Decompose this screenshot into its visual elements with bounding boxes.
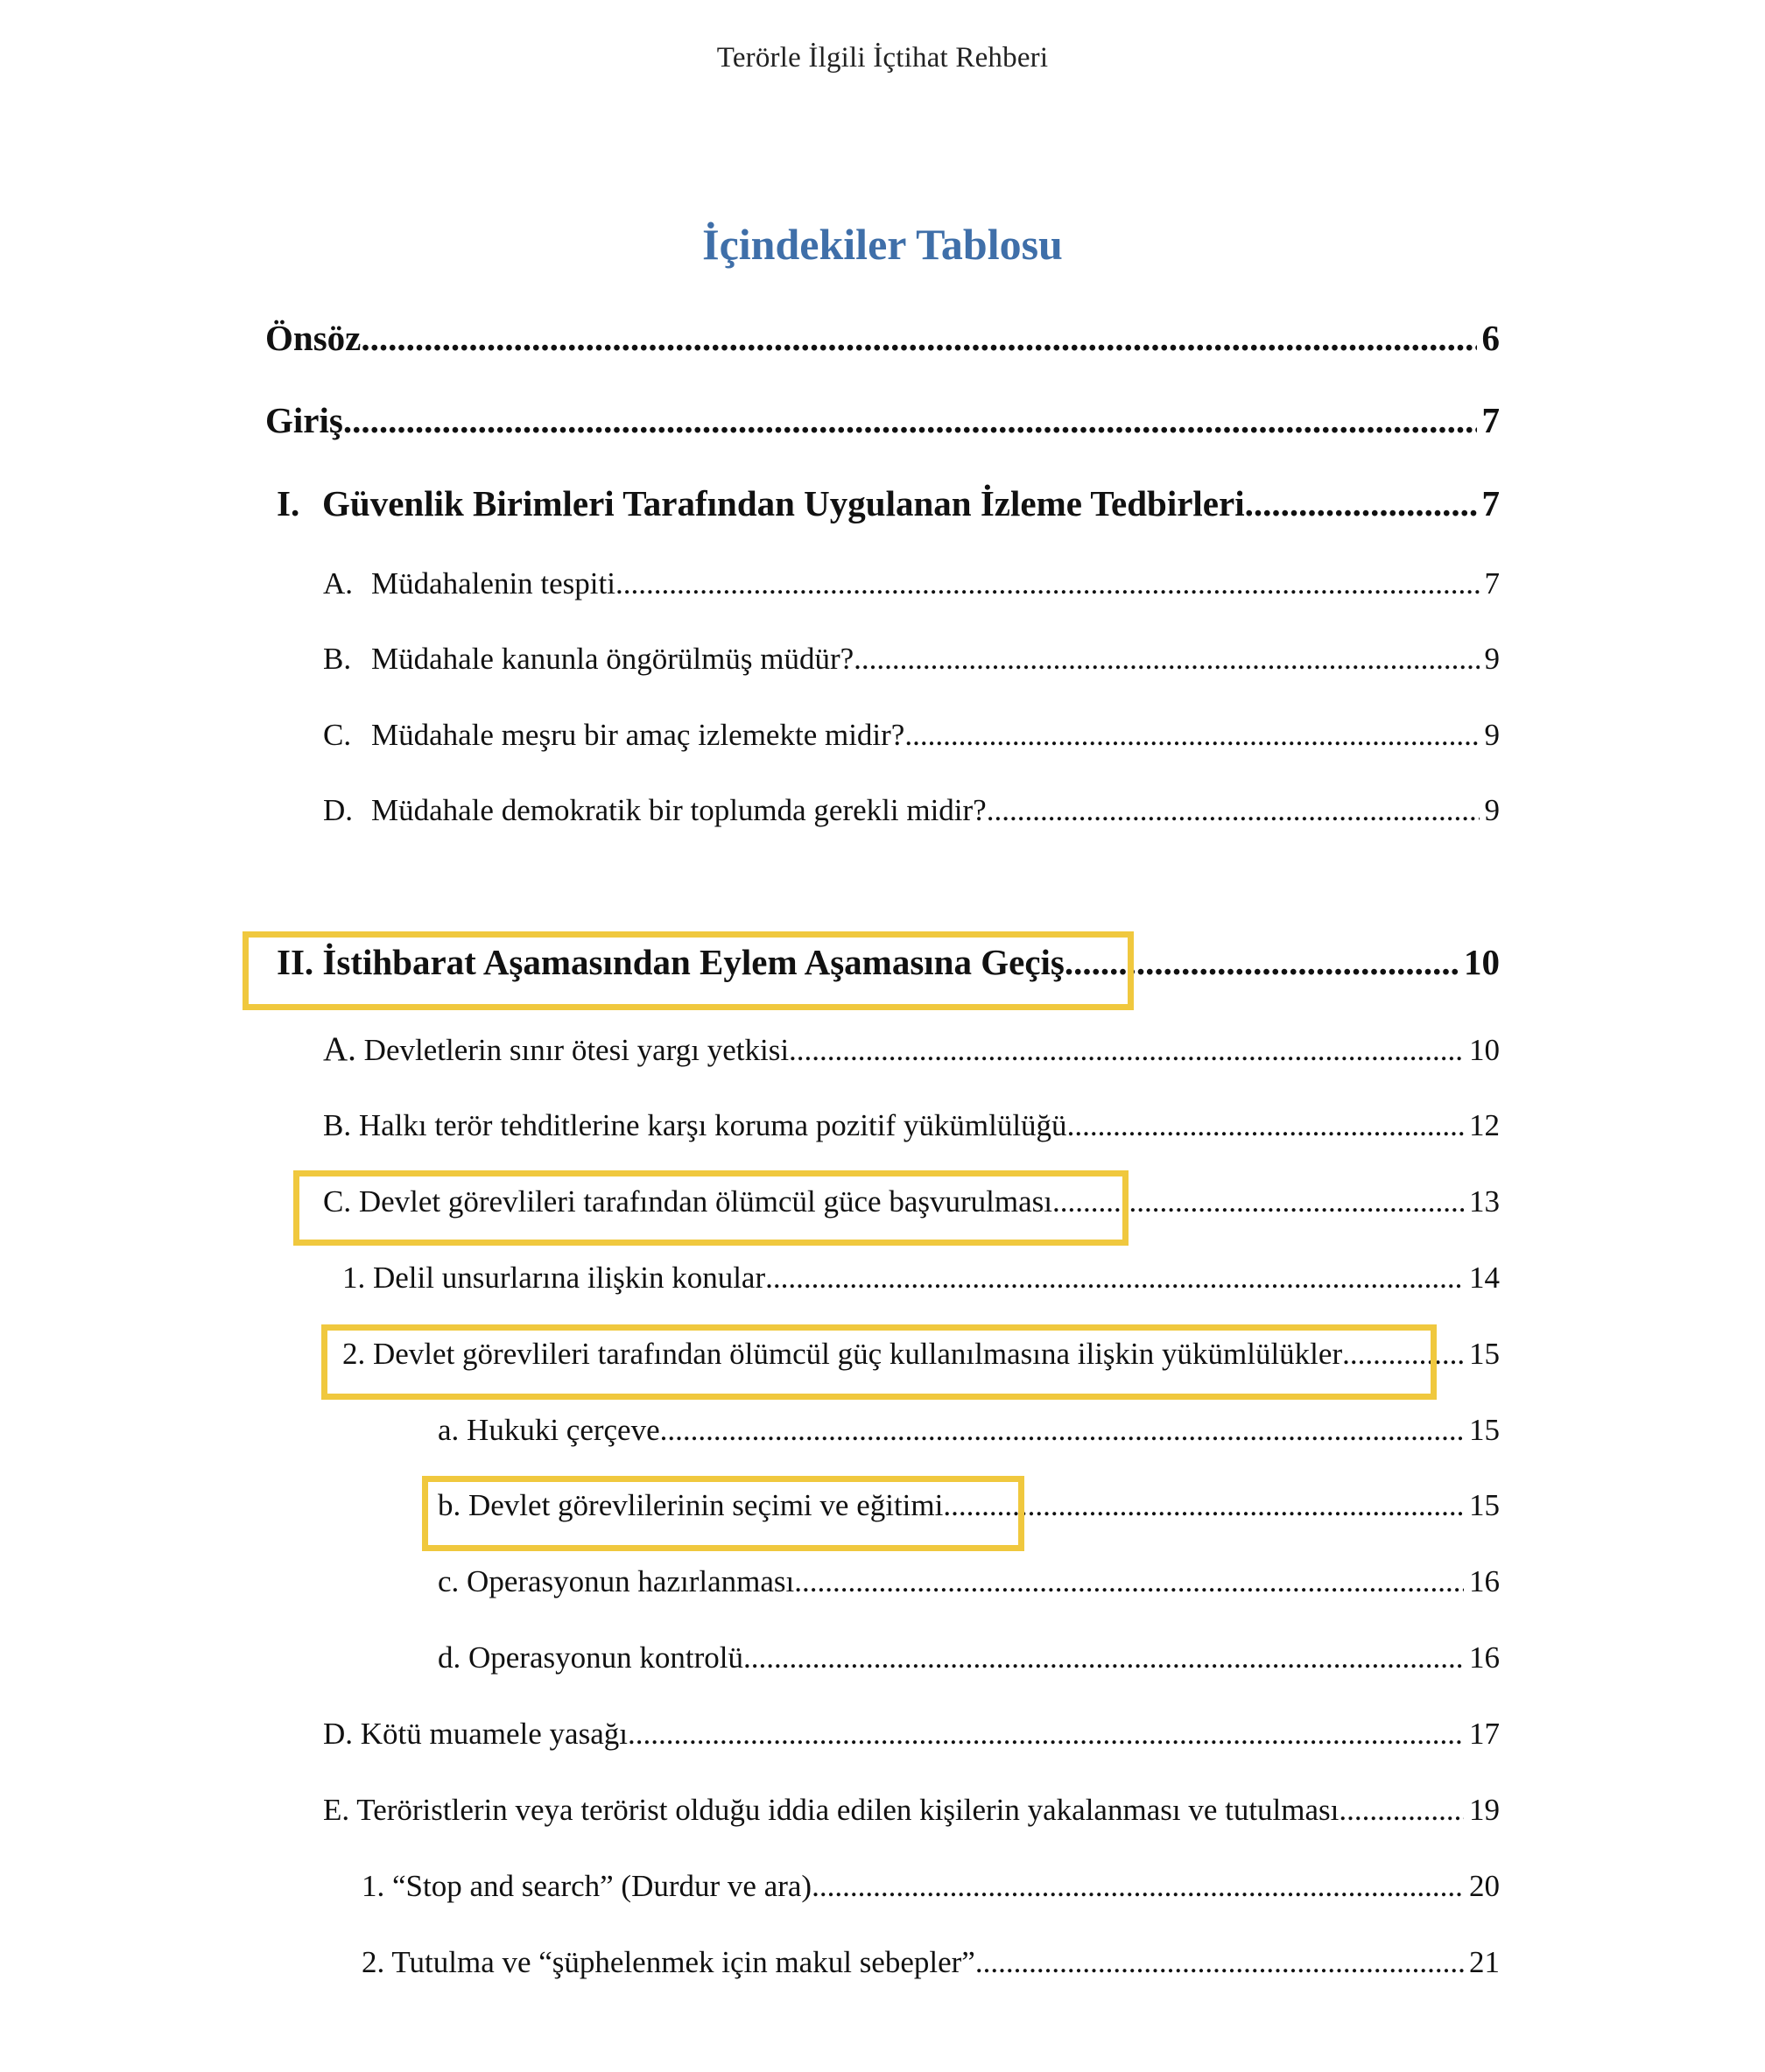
dot-leader <box>794 1564 1464 1599</box>
toc-entry-label: 2. <box>342 1337 366 1371</box>
dot-leader <box>361 317 1476 359</box>
toc-title: İçindekiler Tablosu <box>702 220 1063 269</box>
toc-entry-2e2[interactable] <box>362 1945 1500 1980</box>
toc-page-number: 9 <box>1484 793 1500 827</box>
toc-page-number: 16 <box>1469 1640 1500 1675</box>
toc-entry-text: Önsöz <box>265 318 362 358</box>
highlight-box-entry-2c <box>293 1170 1129 1246</box>
toc-page-number: 7 <box>1481 400 1500 440</box>
dot-leader <box>628 1717 1464 1752</box>
toc-entry-label: II. <box>277 942 314 982</box>
toc-entry-2a[interactable] <box>323 1029 1500 1069</box>
toc-page-number: 6 <box>1481 318 1500 358</box>
toc-entry-label: D. <box>323 1717 354 1751</box>
toc-entry-text: 1. “Stop and search” (Durdur ve ara) <box>362 1869 812 1903</box>
running-header: Terörle İlgili İçtihat Rehberi <box>716 42 1049 74</box>
dot-leader <box>765 1261 1464 1296</box>
toc-page-number: 7 <box>1481 483 1500 523</box>
toc-entry-1b[interactable] <box>323 642 1500 677</box>
highlight-box-entry-2c2b <box>422 1476 1024 1551</box>
toc-entry-text: a. Hukuki çerçeve <box>438 1413 660 1447</box>
toc-entry-label: D. <box>323 793 354 827</box>
toc-entry-text: 1. Delil unsurlarına ilişkin konular <box>342 1261 766 1295</box>
toc-entry-label: 1. <box>342 1261 366 1295</box>
toc-entry-text: D. Kötü muamele yasağı <box>323 1717 628 1751</box>
toc-page-number: 15 <box>1469 1337 1500 1371</box>
toc-entry-label: A. <box>323 566 354 601</box>
toc-entry-label: B. <box>323 642 352 676</box>
dot-leader <box>1245 482 1477 524</box>
dot-leader <box>789 1033 1464 1068</box>
toc-entry-2b[interactable] <box>323 1108 1500 1143</box>
toc-page-number: 9 <box>1484 718 1500 752</box>
toc-entry-2d[interactable] <box>323 1717 1500 1752</box>
toc-entry-label: d. <box>438 1640 461 1675</box>
toc-entry-label: C. <box>323 1184 352 1219</box>
toc-entry-text: II. İstihbarat Aşamasından Eylem Aşamasına Geçiş <box>277 942 1065 982</box>
toc-entry-1a[interactable] <box>323 566 1500 601</box>
dot-leader <box>854 642 1479 677</box>
highlight-box-section-2 <box>243 931 1134 1010</box>
toc-page-number: 21 <box>1469 1945 1500 1979</box>
toc-page-number: 19 <box>1469 1793 1500 1827</box>
highlight-box-entry-2c2 <box>321 1324 1437 1400</box>
dot-leader <box>904 718 1479 753</box>
toc-page-number: 7 <box>1484 566 1500 601</box>
toc-entry-2c2c[interactable] <box>438 1564 1500 1599</box>
toc-entry-onsoz[interactable] <box>265 317 1500 359</box>
toc-entry-label: 2. <box>362 1945 385 1979</box>
toc-entry-text: I. Güvenlik Birimleri Tarafından Uygulanan İzleme Tedbirleri <box>277 483 1245 523</box>
toc-entry-text: B. Müdahale kanunla öngörülmüş müdür? <box>323 642 854 676</box>
dot-leader <box>1339 1793 1464 1828</box>
toc-entry-text: D. Müdahale demokratik bir toplumda gerekli midir? <box>323 793 987 827</box>
toc-page-number: 20 <box>1469 1869 1500 1903</box>
toc-entry-text: b. Devlet görevlilerinin seçimi ve eğitimi <box>438 1488 944 1522</box>
toc-entry-label: E. <box>323 1793 350 1827</box>
toc-entry-text: 2. Devlet görevlileri tarafından ölümcül güç kullanılmasına ilişkin yükümlülükler <box>342 1337 1343 1371</box>
toc-page-number: 13 <box>1469 1184 1500 1219</box>
toc-entry-text: C. Devlet görevlileri tarafından ölümcül güce başvurulması. <box>323 1184 1060 1219</box>
toc-entry-text: E. Teröristlerin veya terörist olduğu iddia edilen kişilerin yakalanması ve tutulması <box>323 1793 1340 1827</box>
toc-entry-2e1[interactable] <box>362 1869 1500 1904</box>
toc-entry-text: Giriş <box>265 400 343 440</box>
toc-page-number: 15 <box>1469 1413 1500 1447</box>
dot-leader <box>615 566 1480 601</box>
dot-leader <box>743 1640 1464 1675</box>
toc-page-number: 10 <box>1469 1033 1500 1067</box>
dot-leader <box>660 1413 1464 1448</box>
toc-entry-2c2a[interactable] <box>438 1413 1500 1448</box>
toc-entry-text: d. Operasyonun kontrolü <box>438 1640 743 1675</box>
toc-entry-label: c. <box>438 1564 460 1598</box>
toc-page-number: 12 <box>1469 1108 1500 1142</box>
toc-entry-text: C. Müdahale meşru bir amaç izlemekte midir? <box>323 718 905 752</box>
toc-page-number: 15 <box>1469 1488 1500 1522</box>
dot-leader <box>1067 1108 1464 1143</box>
toc-page-number: 14 <box>1469 1261 1500 1295</box>
toc-entry-label: C. <box>323 718 352 752</box>
toc-page-number: 17 <box>1469 1717 1500 1751</box>
toc-page-number: 9 <box>1484 642 1500 676</box>
toc-entry-text: c. Operasyonun hazırlanması <box>438 1564 795 1598</box>
toc-entry-2e[interactable] <box>323 1793 1500 1828</box>
toc-entry-label: I. <box>277 483 300 523</box>
toc-page-number: 16 <box>1469 1564 1500 1598</box>
toc-entry-2c2d[interactable] <box>438 1640 1500 1675</box>
toc-entry-label: b. <box>438 1488 461 1522</box>
toc-entry-2c1[interactable] <box>342 1261 1500 1296</box>
toc-entry-label: 1. <box>362 1869 385 1903</box>
toc-entry-label: a. <box>438 1413 460 1447</box>
toc-entry-text: 2. Tutulma ve “şüphelenmek için makul sebepler” <box>362 1945 975 1979</box>
toc-page-number: 10 <box>1464 942 1500 982</box>
toc-entry-label: B. <box>323 1108 352 1142</box>
dot-leader <box>987 793 1480 828</box>
dot-leader <box>975 1945 1464 1980</box>
toc-entry-label: A. <box>323 1030 356 1068</box>
toc-entry-text: A. Müdahalenin tespiti <box>323 566 615 601</box>
toc-entry-1c[interactable] <box>323 718 1500 753</box>
toc-entry-text: A. Devletlerin sınır ötesi yargı yetkisi <box>323 1030 790 1068</box>
toc-entry-text: B. Halkı terör tehditlerine karşı koruma pozitif yükümlülüğü <box>323 1108 1067 1142</box>
toc-entry-1d[interactable] <box>323 793 1500 828</box>
toc-entry-section-1[interactable] <box>277 482 1500 524</box>
toc-entry-giris[interactable] <box>265 399 1500 441</box>
dot-leader <box>343 399 1477 441</box>
dot-leader <box>812 1869 1464 1904</box>
